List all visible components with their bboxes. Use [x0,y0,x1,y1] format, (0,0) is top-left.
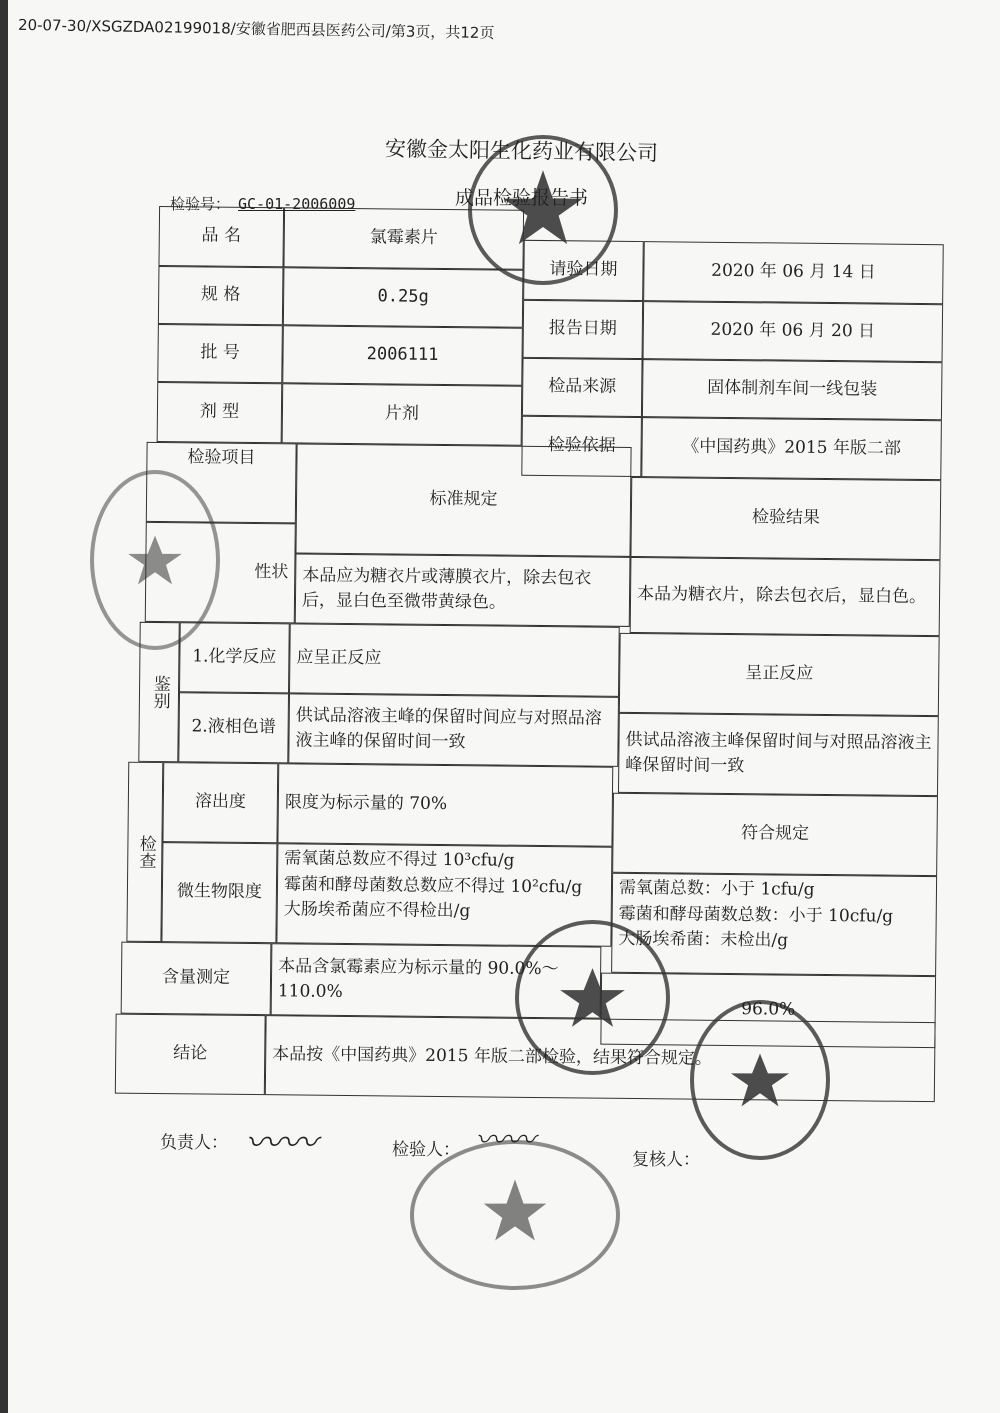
report-no: GC-01-2006009 [238,195,356,213]
microbial-result-line: 需氧菌总数：小于 1cfu/g [618,877,815,900]
appearance-label: 性状 [145,522,296,624]
microbial-std-line: 大肠埃希菌应不得检出/g [283,899,471,922]
microbial-result-line: 霉菌和酵母菌数总数：小于 10cfu/g [618,903,894,927]
col-result-header: 检验结果 [630,477,941,560]
basis-value: 《中国药典》2015 年版二部 [641,417,942,480]
assay-result: 96.0% [600,973,936,1049]
responsible-label: 负责人： [160,1133,228,1153]
microbial-std-line: 霉菌和酵母菌数总数应不得过 10²cfu/g [283,873,583,897]
inspector-signature: 〰〰 [475,1123,535,1158]
batch-label: 批 号 [157,324,283,383]
company-name: 安徽金太阳生化药业有限公司 [384,136,659,166]
identification-label: 鉴别 [138,622,179,762]
inspector-label: 检验人： [392,1140,460,1160]
microbial-result [611,873,937,976]
hplc-result: 供试品溶液主峰保留时间与对照品溶液主峰保留时间一致 [618,713,939,796]
chem-reaction-result: 呈正反应 [619,633,940,716]
form-value: 片剂 [282,383,523,446]
assay-std: 本品含氯霉素应为标示量的 90.0%～110.0% [271,943,602,1018]
microbial-label: 微生物限度 [161,842,277,943]
microbial-result-line: 大肠埃希菌：未检出/g [618,928,789,951]
spec-value: 0.25g [283,267,524,328]
microbial-std-line: 需氧菌总数应不得过 10³cfu/g [284,848,515,871]
source-value: 固体制剂车间一线包装 [642,359,943,420]
assay-label: 含量测定 [121,942,272,1016]
appearance-std: 本品应为糖衣片或薄膜衣片，除去包衣后，显白色至微带黄绿色。 [295,553,631,627]
hplc-std: 供试品溶液主峰的保留时间应与对照品溶液主峰的保留时间一致 [288,693,619,766]
basis-label: 检验依据 [521,416,642,477]
appearance-result: 本品为糖衣片，除去包衣后，显白色。 [630,557,941,636]
report-title: 成品检验报告书 [455,187,589,209]
chem-reaction-std: 应呈正反应 [289,623,620,696]
report-date-value: 2020 年 06 月 20 日 [643,301,944,362]
reviewer-label: 复核人： [632,1150,700,1170]
col-std-header: 标准规定 [295,443,631,557]
microbial-std [276,843,612,947]
conclusion-text: 本品按《中国药典》2015 年版二部检验，结果符合规定。 [265,1015,936,1102]
col-item-header: 检验项目 [146,442,297,524]
batch-value: 2006111 [282,325,523,386]
conclusion-label: 结论 [115,1014,266,1096]
responsible-signature: 〰〰 [245,1123,318,1164]
report-date-label: 报告日期 [523,300,644,359]
request-date-value: 2020 年 06 月 14 日 [643,241,944,304]
hplc-label: 2.液相色谱 [178,692,289,763]
dissolution-std: 限度为标示量的 70% [277,763,613,847]
name-label: 品 名 [158,206,284,267]
request-date-label: 请验日期 [523,240,644,301]
inspection-label: 检查 [126,762,163,942]
chem-reaction-label: 1.化学反应 [179,622,290,693]
form-label: 剂 型 [157,382,283,443]
report-no-label: 检验号： [170,195,231,213]
name-value: 氯霉素片 [283,207,524,270]
dissolution-label: 溶出度 [162,762,278,843]
fax-header: 20-07-30/XSGZDA02199018/安徽省肥西县医药公司/第3页，共12页 [17,15,495,43]
dissolution-result: 符合规定 [612,793,938,876]
spec-label: 规 格 [158,266,284,325]
source-label: 检品来源 [522,358,643,417]
